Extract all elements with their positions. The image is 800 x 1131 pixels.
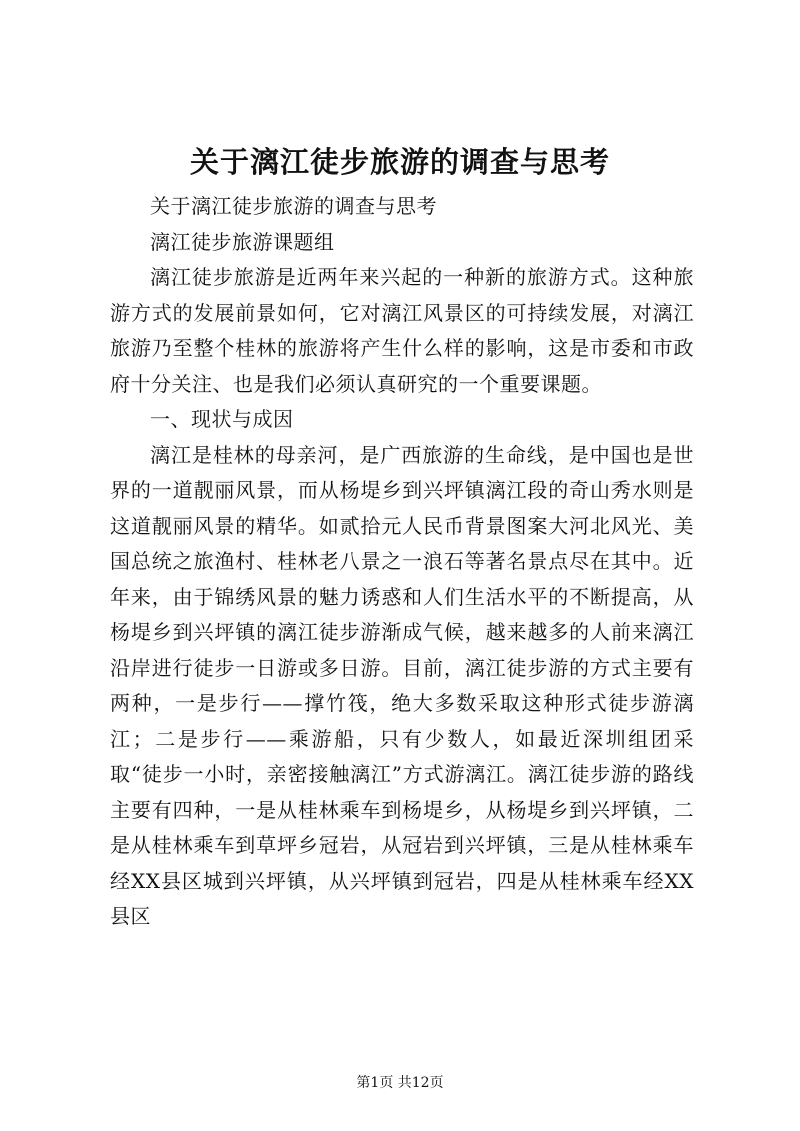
page-footer: 第1页 共12页	[356, 1075, 444, 1091]
subtitle-paragraph: 关于漓江徒步旅游的调查与思考	[150, 194, 437, 218]
author-paragraph: 漓江徒步旅游课题组	[150, 229, 335, 254]
document-body	[110, 189, 694, 935]
section-heading: 一、现状与成因	[150, 407, 294, 431]
body-paragraph: 漓江是桂林的母亲河，是广西旅游的生命线，是中国也是世界的一道靓丽风景，而从杨堤乡到兴坪镇漓江段的奇山秀水则是这道靓丽风景的精华。如贰拾元人民币背景图案大河北风光、美国总统之旅渔村、桂林老八景之一浪石等著名景点尽在其中。近年来，由于锦绣风景的魅力诱惑和人们生活水平的不断提高，从杨堤乡到兴坪镇的漓江徒步游渐成气候，越来越多的人前来漓江沿岸进行徒步一日游或多日游。目前，漓江徒步游的方式主要有两种，一是步行——撑竹筏，绝大多数采取这种形式徒步游漓江；二是步行——乘游船，只有少数人，如最近深圳组团采取“徒步一小时，亲密接触漓江”方式游漓江。漓江徒步游的路线主要有四种，一是从桂林乘车到杨堤乡，从杨堤乡到兴坪镇，二是从桂林乘车到草坪乡冠岩，从冠岩到兴坪镇，三是从桂林乘车经XX县区城到兴坪镇，从兴坪镇到冠岩，四是从桂林乘车经XX县区	[110, 442, 694, 928]
intro-paragraph: 漓江徒步旅游是近两年来兴起的一种新的旅游方式。这种旅游方式的发展前景如何，它对漓江风景区的可持续发展，对漓江旅游乃至整个桂林的旅游将产生什么样的影响，这是市委和市政府十分关注、也是我们必须认真研究的一个重要课题。	[110, 265, 694, 396]
document-title: 关于漓江徒步旅游的调查与思考	[189, 145, 610, 179]
